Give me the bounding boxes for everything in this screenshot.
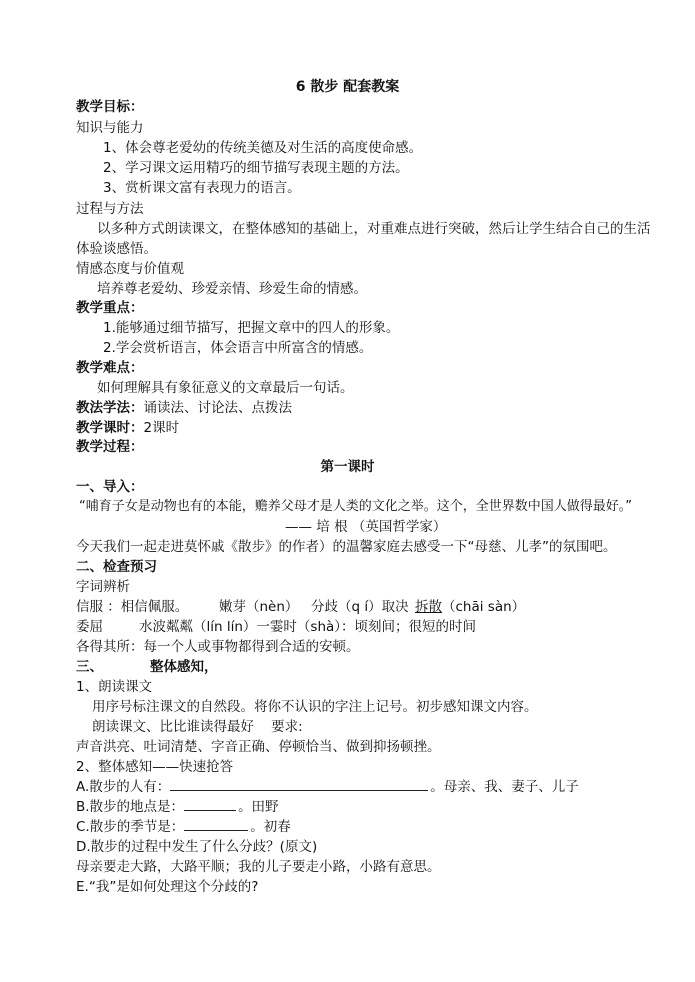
answer-blank-b[interactable] <box>184 798 236 811</box>
knowledge-item-3: 3、赏析课文富有表现力的语言。 <box>103 180 301 196</box>
hours-line <box>76 419 179 437</box>
emotion-label: 情感态度与价值观 <box>76 261 184 277</box>
methods-line <box>76 399 292 417</box>
intro-quote: “哺育子女是动物也有的本能，赡养父母才是人类的文化之举。这个，全世界数中国人做得最好。” <box>79 499 632 514</box>
vocab-pinyin: （chāi sàn） <box>442 599 526 615</box>
methods-text: 诵读法、讨论法、点拨法 <box>143 400 292 416</box>
process-heading: 教学过程： <box>76 439 144 455</box>
vocab-row-3: 各得其所：每一个人或事物都得到合适的安顿。 <box>76 639 360 655</box>
vocab-row-2-b: 水波粼粼（lín lín）一霎时（shà）：顷刻间；很短的时间 <box>139 619 477 635</box>
knowledge-label: 知识与能力 <box>76 120 144 136</box>
qa-row-a <box>76 778 579 796</box>
qa-answer-d: 母亲要走大路，大路平顺；我的儿子要走小路，小路有意思。 <box>76 859 441 875</box>
difficulty-heading: 教学难点： <box>76 360 144 376</box>
key-point-2: 2.学会赏析语言，体会语言中所富含的情感。 <box>103 340 373 356</box>
process-method-label: 过程与方法 <box>76 201 144 217</box>
answer-blank-c[interactable] <box>184 818 248 831</box>
overview-heading: 三、 整体感知， <box>76 659 218 675</box>
key-point-1: 1.能够通过细节描写，把握文章中的四人的形象。 <box>103 320 400 336</box>
difficulty-text: 如何理解具有象征意义的文章最后一句话。 <box>97 380 354 396</box>
vocab-row-1-c: 分歧（q í）取决 <box>311 599 409 615</box>
process-method-line-2: 体验谈感悟。 <box>76 241 157 257</box>
qa-question-a: A.散步的人有： <box>76 779 171 795</box>
period-title: 第一课时 <box>320 459 375 475</box>
preview-sub: 字词辨析 <box>76 579 130 595</box>
knowledge-item-2: 2、学习课文运用精巧的细节描写表现主题的方法。 <box>103 160 409 176</box>
emotion-text: 培养尊老爱幼、珍爱亲情、珍爱生命的情感。 <box>97 281 367 297</box>
qa-question-d: D.散步的过程中发生了什么分歧？(原文) <box>76 839 318 855</box>
hours-text: 2课时 <box>143 420 180 436</box>
reading-line-1: 用序号标注课文的自然段。将你不认识的字注上记号。初步感知课文内容。 <box>92 699 538 715</box>
qa-answer-c: 。初春 <box>250 819 291 835</box>
qa-question-b: B.散步的地点是： <box>76 799 185 815</box>
intro-text: 今天我们一起走进莫怀戚《散步》的作者）的温馨家庭去感受一下“母慈、儿孝”的氛围吧。 <box>76 539 617 555</box>
knowledge-item-1: 1、体会尊老爱幼的传统美德及对生活的高度使命感。 <box>103 140 423 156</box>
intro-attribution: —— 培 根 （英国哲学家） <box>285 519 447 535</box>
vocab-row-2-a: 委屈 <box>76 619 103 635</box>
qa-question-c: C.散步的季节是： <box>76 819 185 835</box>
vocab-underlined-word: 拆散 <box>415 599 442 615</box>
page-title: 6 散步 配套教案 <box>295 79 400 95</box>
qa-question-e: E.“我”是如何处理这个分歧的? <box>76 879 259 895</box>
answer-blank-a[interactable] <box>170 778 428 791</box>
qa-answer-b: 。田野 <box>238 799 279 815</box>
hours-heading: 教学课时： <box>76 420 144 436</box>
vocab-row-1-d <box>415 598 525 616</box>
vocab-row-1-a: 信服 ：相信佩服。 <box>76 599 189 615</box>
qa-answer-a: 。母亲、我、妻子、儿子 <box>430 779 579 795</box>
reading-line-3: 声音洪亮、吐词清楚、字音正确、停顿恰当、做到抑扬顿挫。 <box>76 739 441 755</box>
quick-answer-label: 2、整体感知——快速抢答 <box>76 759 234 775</box>
qa-row-b <box>76 798 279 816</box>
preview-heading: 二、检查预习 <box>76 559 157 575</box>
key-points-heading: 教学重点： <box>76 300 144 316</box>
process-method-line-1: 以多种方式朗读课文，在整体感知的基础上，对重难点进行突破，然后让学生结合自己的生活 <box>97 221 651 237</box>
intro-heading: 一、导入： <box>76 479 144 495</box>
vocab-row-1-b: 嫩芽（nèn） <box>219 599 299 615</box>
reading-line-2: 朗读课文、比比谁读得最好 要求: <box>92 719 303 735</box>
methods-heading: 教法学法： <box>76 400 144 416</box>
reading-label: 1、朗读课文 <box>76 679 153 695</box>
objectives-heading: 教学目标： <box>76 99 144 115</box>
qa-row-c <box>76 818 291 836</box>
